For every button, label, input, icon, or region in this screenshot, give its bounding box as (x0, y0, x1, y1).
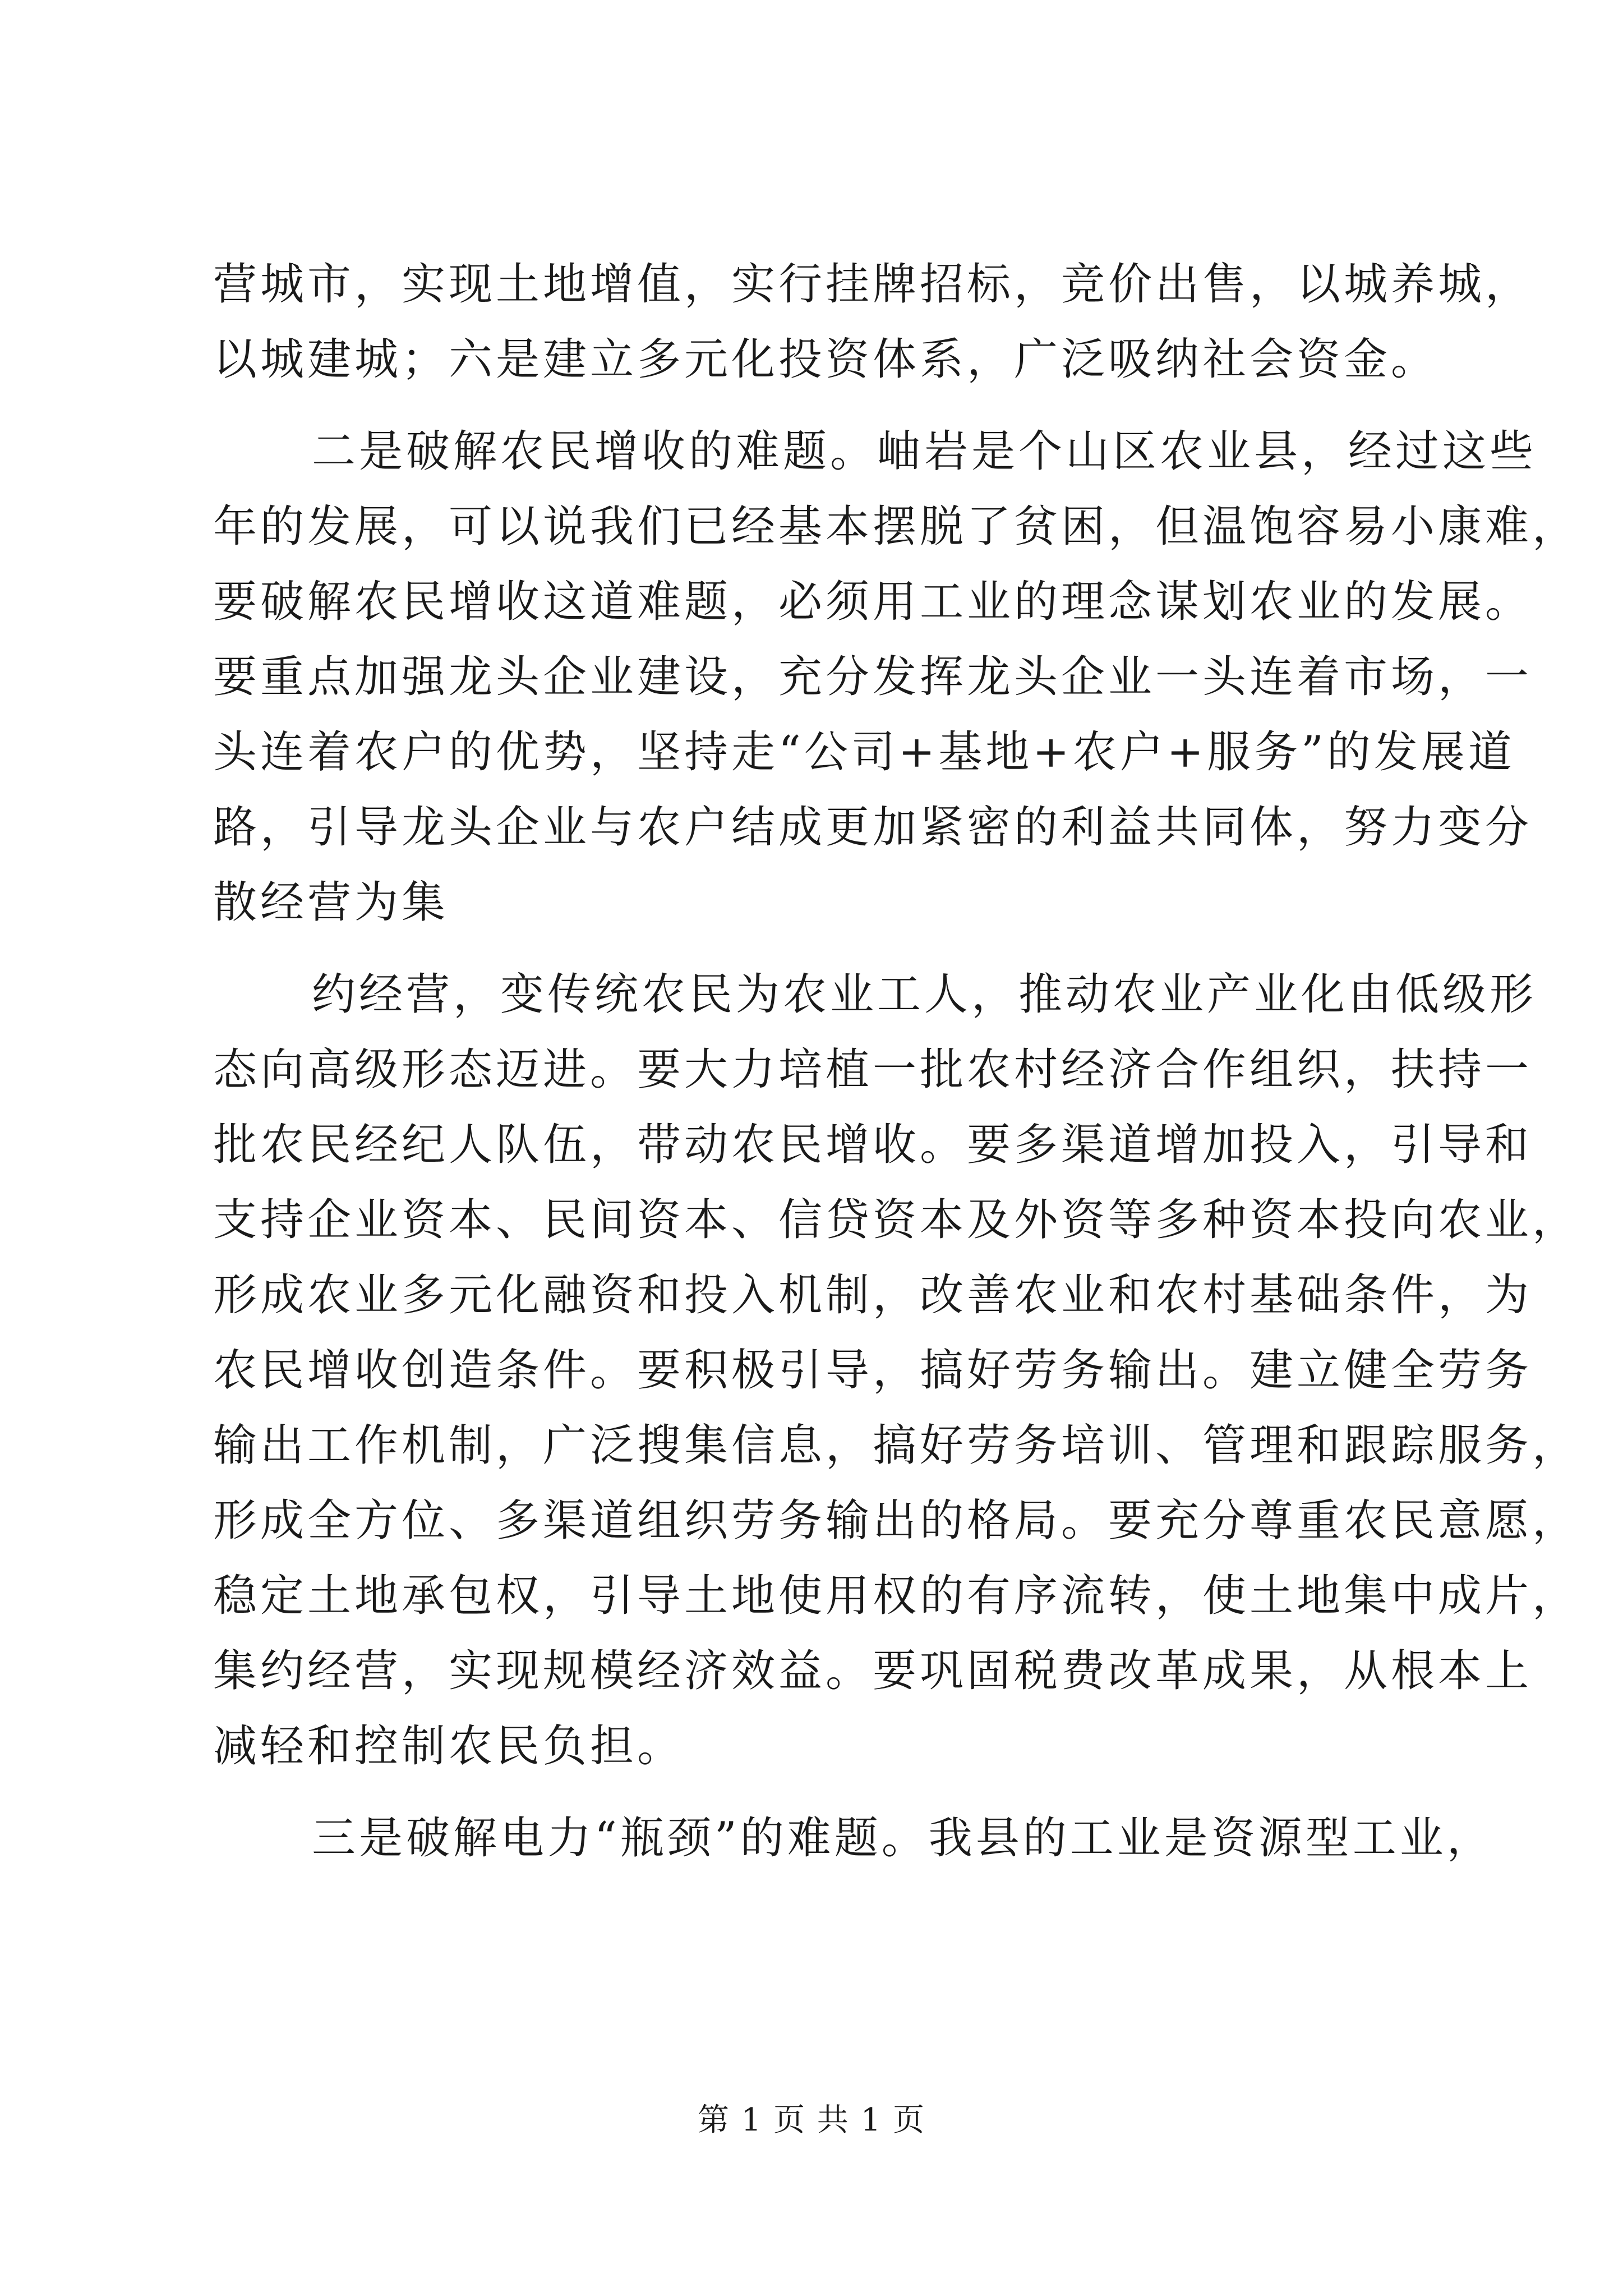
text-line: 减轻和控制农民负担。 (213, 1721, 685, 1772)
text-line: 要重点加强龙头企业建设，充分发挥龙头企业一头连着市场，一 (213, 652, 1533, 702)
text-line: 三是破解电力“瓶颈”的难题。我县的工业是资源型工业， (312, 1813, 1494, 1864)
document-body (213, 247, 1580, 1876)
text-line: 集约经营，实现规模经济效益。要巩固税费改革成果，从根本上 (213, 1646, 1533, 1696)
text-line: 支持企业资本、民间资本、信贷资本及外资等多种资本投向农业， (213, 1195, 1580, 1245)
paragraph-2 (213, 414, 1580, 940)
paragraph-4 (213, 1801, 1494, 1876)
text-line: 输出工作机制，广泛搜集信息，搞好劳务培训、管理和跟踪服务， (213, 1420, 1580, 1471)
text-line: 约经营，变传统农民为农业工人，推动农业产业化由低级形 (312, 969, 1537, 1020)
text-line: 二是破解农民增收的难题。岫岩是个山区农业县，经过这些 (312, 426, 1537, 477)
text-line: 头连着农户的优势，坚持走“公司+基地+农户+服务”的发展道 (213, 727, 1515, 777)
text-line: 形成全方位、多渠道组织劳务输出的格局。要充分尊重农民意愿， (213, 1496, 1580, 1546)
text-line: 农民增收创造条件。要积极引导，搞好劳务输出。建立健全劳务 (213, 1345, 1533, 1396)
text-line: 形成农业多元化融资和投入机制，改善农业和农村基础条件，为 (213, 1270, 1533, 1320)
paragraph-1 (213, 247, 1533, 397)
text-line: 批农民经纪人队伍，带动农民增收。要多渠道增加投入，引导和 (213, 1120, 1533, 1170)
text-line: 营城市，实现土地增值，实行挂牌招标，竞价出售，以城养城， (213, 259, 1533, 310)
text-line: 要破解农民增收这道难题，必须用工业的理念谋划农业的发展。 (213, 577, 1533, 627)
paragraph-3 (213, 957, 1580, 1784)
text-line: 路，引导龙头企业与农户结成更加紧密的利益共同体，努力变分 (213, 802, 1533, 853)
page-footer: 第 1 页 共 1 页 (697, 2102, 926, 2138)
text-line: 态向高级形态迈进。要大力培植一批农村经济合作组织，扶持一 (213, 1045, 1533, 1095)
text-line: 以城建城；六是建立多元化投资体系，广泛吸纳社会资金。 (213, 334, 1438, 385)
text-line: 年的发展，可以说我们已经基本摆脱了贫困，但温饱容易小康难， (213, 501, 1580, 552)
text-line: 稳定土地承包权，引导土地使用权的有序流转，使土地集中成片， (213, 1571, 1580, 1621)
text-line: 散经营为集 (213, 877, 449, 928)
